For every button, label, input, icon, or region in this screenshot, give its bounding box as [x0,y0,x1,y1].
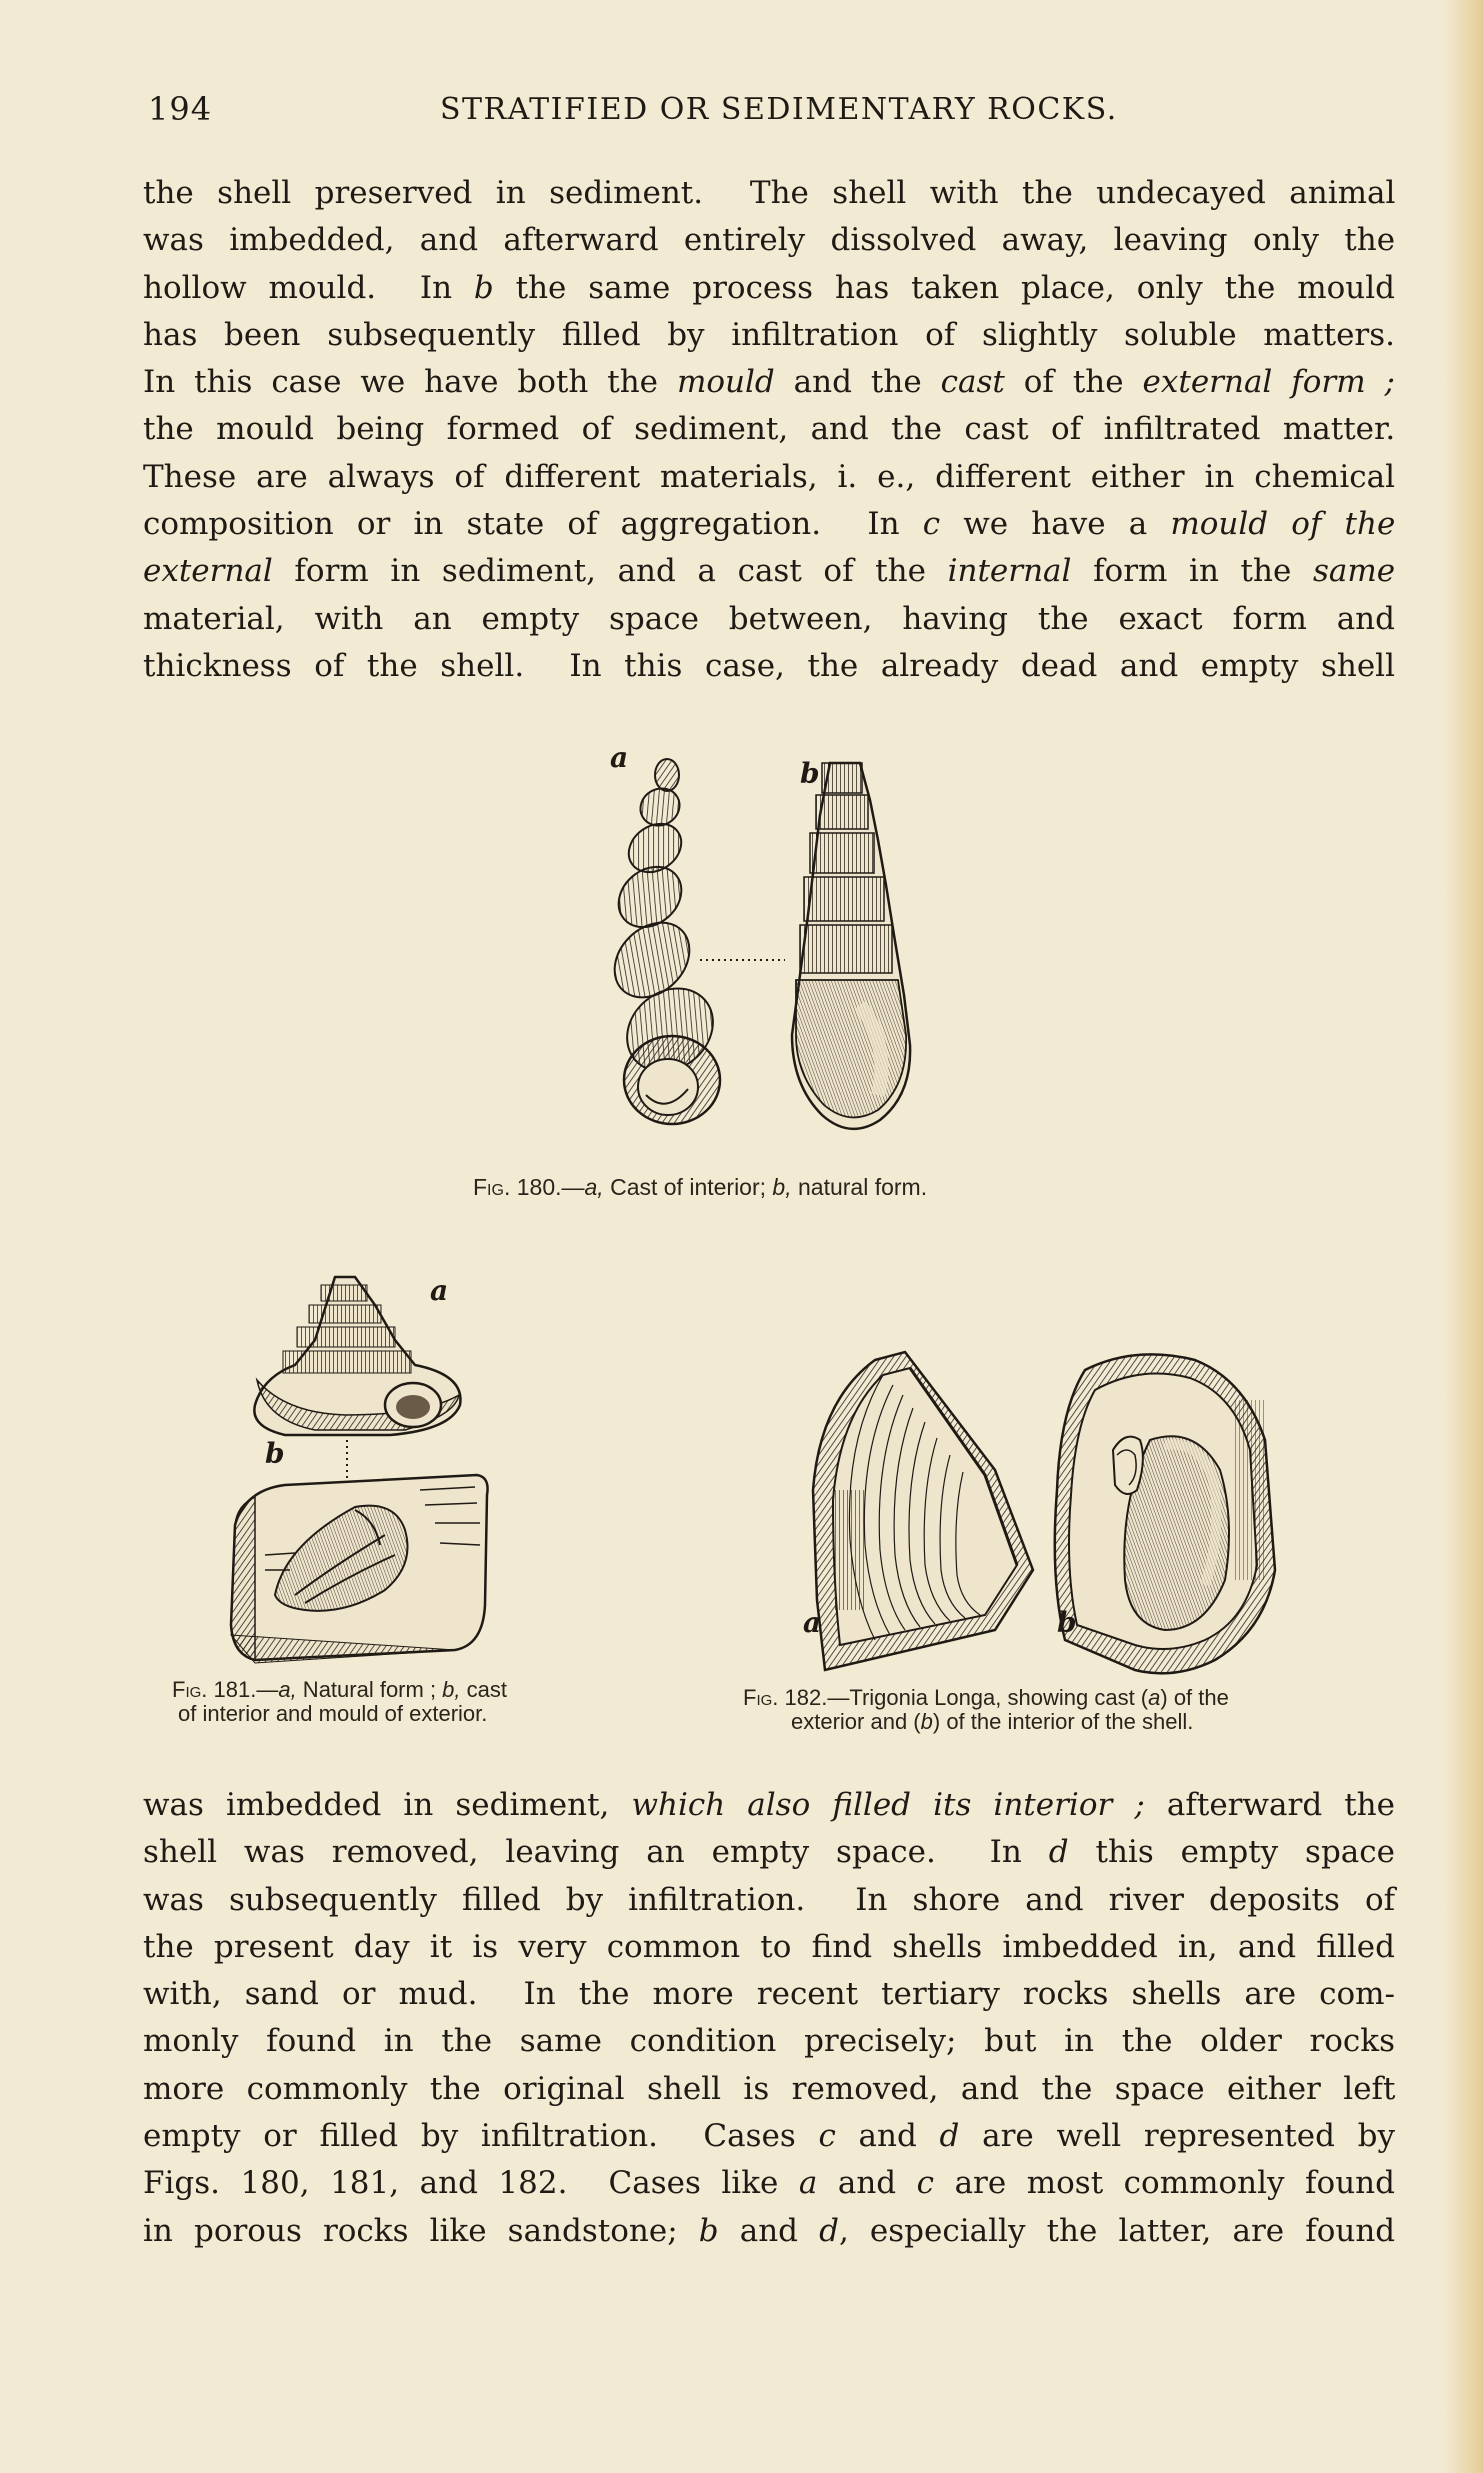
text-run: are most commonly found [934,2165,1395,2202]
italic-run: d [819,2212,839,2249]
italic-run: external [143,553,273,590]
italic-run: mould [676,364,775,401]
fig180-caption-a: a, [584,1174,604,1200]
text-line [143,265,1395,312]
fig181-caption-a: a, [278,1677,297,1702]
page-header [140,90,1390,140]
italic-run: d [1048,1834,1069,1871]
text-line [143,596,1395,643]
fig181-caption-fig: Fig. [172,1677,208,1702]
text-line [143,312,1395,359]
italic-run: which also filled its interior ; [631,1787,1145,1823]
fig181-caption [172,1678,602,1726]
fig182-caption [743,1686,1363,1734]
text-run: form in the [1071,553,1313,590]
text-run: we have a [940,506,1171,543]
italic-run: b [698,2212,719,2249]
text-line [143,454,1395,501]
text-line [143,359,1395,406]
italic-run: c [818,2118,836,2155]
italic-run: b [473,269,494,306]
text-run: shell was removed, leaving an empty space. In [143,1834,1049,1871]
italic-run: c [916,2165,935,2202]
fig182-label-b: b [1057,1606,1077,1639]
fig182-caption-line1: 182.—Trigonia Longa, showing cast ( [778,1685,1149,1710]
text-run: are well represented by [959,2118,1395,2155]
fig182-caption-b: b [920,1709,933,1734]
fig181-label-b: b [265,1437,285,1470]
text-run: of the [1004,364,1143,401]
fig180-label-a: a [610,745,629,774]
text-run: the mould being formed of sediment, and the cast of infiltrated matter. [143,411,1396,448]
text-run: the same process has taken place, only the mould [493,269,1396,306]
fig182-caption-line1-end: ) of the [1160,1685,1229,1710]
text-line [143,2066,1395,2113]
text-run: and [817,2165,917,2202]
text-line [143,217,1395,264]
text-run: in porous rocks like sandstone; [143,2212,699,2249]
fig180-natural-form [792,763,910,1129]
fig180-caption-text2: natural form. [791,1174,928,1200]
text-run: empty or filled by infiltration. Cases [143,2118,819,2155]
fig181-caption-end: cast [460,1677,507,1702]
text-run: Figs. 180, 181, and 182. Cases like [143,2165,799,2202]
fig182-caption-line2-end: ) of the interior of the shell. [932,1709,1194,1734]
page-edge-shadow [1443,0,1483,2473]
text-run: was imbedded, and afterward entirely dissolved away, leaving only the [143,222,1396,259]
text-run: has been subsequently filled by infiltration of slightly soluble matters. [143,316,1395,353]
text-line [143,170,1395,217]
text-run: These are always of different materials, i. e., different either in chemical [143,458,1395,495]
text-line [143,1971,1395,2018]
text-line [143,1877,1395,1924]
text-run: was imbedded in sediment, [143,1787,632,1823]
italic-run: a [798,2165,818,2202]
fig180-cast-interior [600,759,730,1124]
text-line [143,2113,1395,2160]
text-line [143,1829,1395,1876]
paragraph-top [143,170,1395,690]
fig180-caption-text1: Cast of interior; [603,1174,773,1200]
text-run: the present day it is very common to find shells imbedded in, and filled [143,1928,1395,1965]
text-run: thickness of the shell. In this case, the already dead and empty shell [143,647,1395,684]
fig182-cast-exterior [813,1352,1033,1670]
fig180-caption-b: b, [772,1174,792,1200]
text-line [143,2160,1395,2207]
text-run: form in sediment, and a cast of the [272,553,948,590]
text-run: with, sand or mud. In the more recent tertiary rocks shells are com- [143,1976,1395,2013]
italic-run: d [939,2118,960,2155]
text-line [143,643,1395,690]
text-line [143,2208,1395,2255]
figure-182 [795,1340,1295,1680]
fig181-label-a: a [430,1274,449,1307]
text-run: this empty space [1068,1834,1395,1871]
text-run: hollow mould. In [143,269,474,306]
fig180-caption-fig: Fig. [473,1174,511,1200]
italic-run: internal [947,553,1072,590]
text-line [143,406,1395,453]
paragraph-bottom [143,1782,1395,2255]
text-line [143,1782,1395,1829]
fig180-label-b: b [800,757,820,790]
text-run: the shell preserved in sediment. The shell with the undecayed animal [143,175,1396,211]
fig180-caption [473,1175,927,1199]
text-run: and [718,2212,820,2249]
text-run: more commonly the original shell is removed, and the space either left [143,2070,1396,2107]
italic-run: external form ; [1142,364,1395,401]
text-line [143,548,1395,595]
text-run: afterward the [1144,1787,1395,1823]
fig181-caption-b: b, [442,1677,461,1702]
fig182-caption-line2-start: exterior and ( [791,1709,921,1734]
running-head: STRATIFIED OR SEDIMENTARY ROCKS. [440,92,1118,127]
fig182-caption-a: a [1148,1685,1161,1710]
fig181-caption-number: 181.— [207,1677,279,1702]
fig182-label-a: a [803,1606,822,1639]
text-line [143,1924,1395,1971]
text-run: monly found in the same condition precisely; but in the older rocks [143,2023,1395,2060]
page-number: 194 [148,90,213,128]
text-line [143,2018,1395,2065]
italic-run: same [1312,553,1396,590]
fig181-cast-and-mould [231,1475,488,1663]
fig181-caption-line2: of interior and mould of exterior. [178,1701,488,1726]
text-run: and the [774,364,941,401]
fig182-caption-fig: Fig. [743,1685,779,1710]
italic-run: c [922,506,941,543]
fig182-cast-interior [1055,1354,1275,1673]
text-run: material, with an empty space between, having the exact form and [143,600,1395,637]
italic-run: mould of the [1170,506,1396,543]
fig181-caption-mid: Natural form ; [296,1677,443,1702]
figure-180 [560,745,960,1170]
text-run: and [835,2118,940,2155]
text-run: was subsequently filled by infiltration. In shore and river deposits of [143,1881,1396,1918]
text-line [143,501,1395,548]
italic-run: cast [940,364,1005,401]
fig180-caption-number: 180.— [510,1174,585,1200]
text-run: In this case we have both the [143,364,677,401]
text-run: , especially the latter, are found [838,2212,1396,2249]
figure-181 [225,1265,515,1675]
text-run: composition or in state of aggregation. In [143,506,923,543]
